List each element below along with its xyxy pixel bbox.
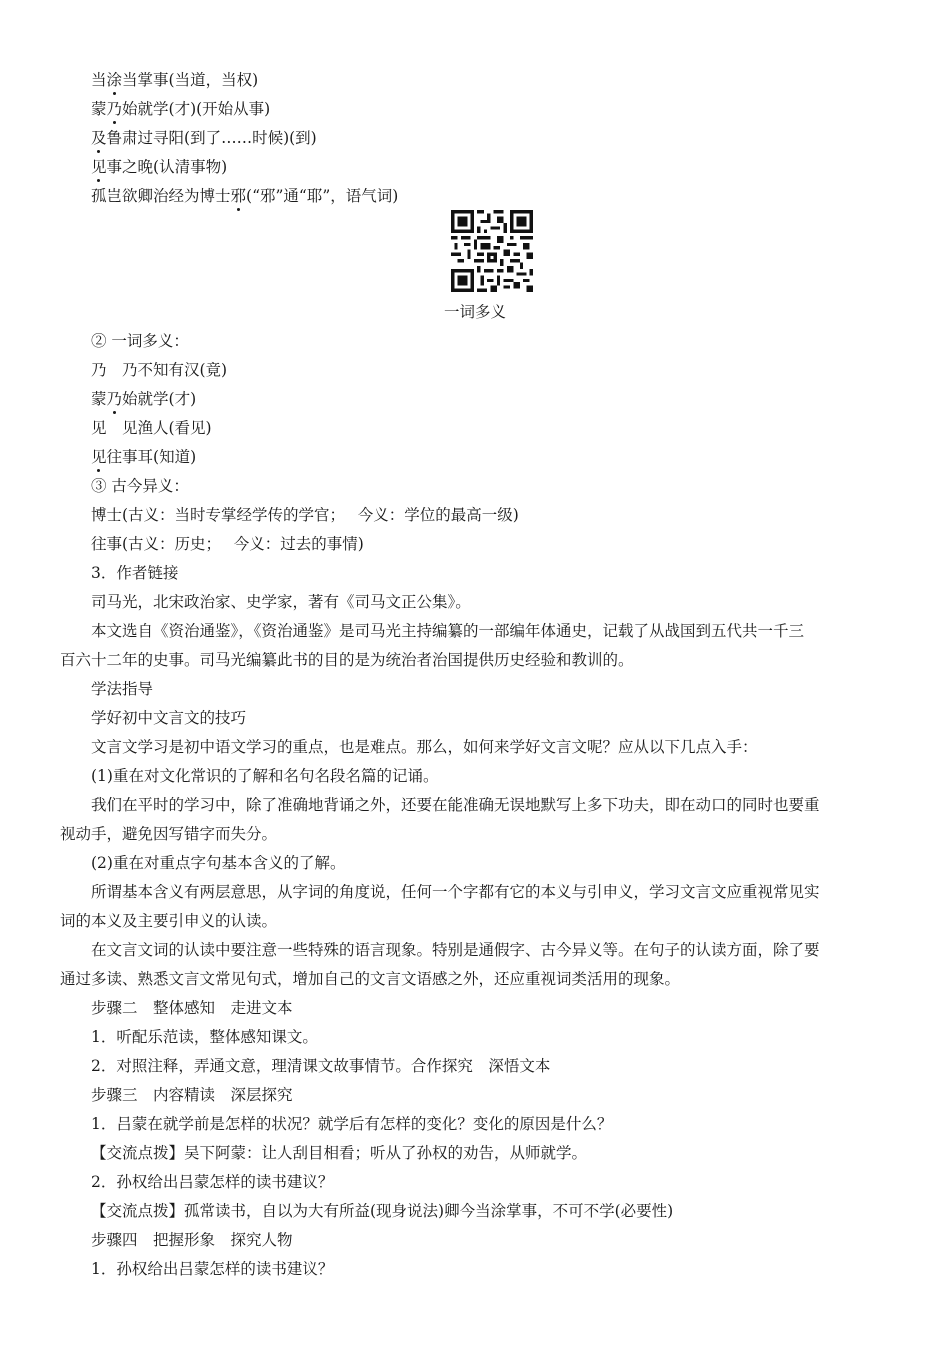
paragraph-line: 视动手，避免因写错字而失分。 <box>60 825 278 843</box>
text-line-4: 见事之晚(认清事物) <box>91 158 228 176</box>
text-line: (2)重在对重点字句基本含义的了解。 <box>91 854 346 872</box>
paragraph-line: 词的本义及主要引申义的认读。 <box>60 912 278 930</box>
text-line-5: 孤岂欲卿治经为博士邪(“邪”通“耶”，语气词) <box>91 187 399 205</box>
section-heading: 学好初中文言文的技巧 <box>91 709 247 727</box>
text-line: 2．对照注释，弄通文意，理清课文故事情节。合作探究 深悟文本 <box>91 1057 551 1075</box>
answer-line: 【交流点拨】吴下阿蒙：让人刮目相看；听从了孙权的劝告，从师就学。 <box>91 1144 588 1162</box>
step-heading: 步骤二 整体感知 走进文本 <box>91 999 293 1017</box>
text-line: 司马光，北宋政治家、史学家，著有《司马文正公集》。 <box>91 593 471 611</box>
paragraph-line: 文言文学习是初中语文学习的重点，也是难点。那么，如何来学好文言文呢？应从以下几点入手： <box>91 738 758 756</box>
text-line: (1)重在对文化常识的了解和名句名段名篇的记诵。 <box>91 767 439 785</box>
text-line-2: 蒙乃始就学(才)(开始从事) <box>91 100 271 118</box>
text-line: 1．听配乐范读，整体感知课文。 <box>91 1028 318 1046</box>
paragraph-line: 我们在平时的学习中，除了准确地背诵之外，还要在能准确无误地默写上多下功夫，即在动口的同时也要重 <box>91 796 820 814</box>
paragraph-line: 本文选自《资治通鉴》，《资治通鉴》是司马光主持编纂的一部编年体通史，记载了从战国到五代共一千三 <box>91 622 805 640</box>
qr-code-image <box>451 210 533 292</box>
paragraph-line: 通过多读、熟悉文言文常见句式，增加自己的文言文语感之外，还应重视词类活用的现象。 <box>60 970 681 988</box>
text-line-1: 当涂当掌事(当道，当权) <box>91 71 259 89</box>
text-line: 蒙乃始就学(才) <box>91 390 197 408</box>
paragraph-line: 百六十二年的史事。司马光编纂此书的目的是为统治者治国提供历史经验和教训的。 <box>60 651 634 669</box>
paragraph-line: 所谓基本含义有两层意思，从字词的角度说，任何一个字都有它的本义与引申义，学习文言文应重视常见实 <box>91 883 820 901</box>
text-line: 往事(古义：历史； 今义：过去的事情) <box>91 535 364 553</box>
step-heading: 步骤三 内容精读 深层探究 <box>91 1086 293 1104</box>
answer-line: 【交流点拨】孤常读书，自以为大有所益(现身说法)卿今当涂掌事，不可不学(必要性) <box>91 1202 674 1220</box>
section-heading: 学法指导 <box>91 680 154 698</box>
paragraph-line: 在文言文词的认读中要注意一些特殊的语言现象。特别是通假字、古今异义等。在句子的认读方面，除了要 <box>91 941 820 959</box>
section-heading: 3．作者链接 <box>91 564 179 582</box>
text-line: 博士(古义：当时专掌经学传的学官； 今义：学位的最高一级) <box>91 506 519 524</box>
section-heading: ② 一词多义： <box>91 332 189 350</box>
text-line: 乃 乃不知有汉(竟) <box>91 361 228 379</box>
step-heading: 步骤四 把握形象 探究人物 <box>91 1231 293 1249</box>
section-heading: ③ 古今异义： <box>91 477 189 495</box>
text-line: 见往事耳(知道) <box>91 448 197 466</box>
question-line: 1．吕蒙在就学前是怎样的状况？就学后有怎样的变化？变化的原因是什么？ <box>91 1115 613 1133</box>
text-line: 见 见渔人(看见) <box>91 419 212 437</box>
text-line-3: 及鲁肃过寻阳(到了……时候)(到) <box>91 129 317 147</box>
question-line: 2．孙权给出吕蒙怎样的读书建议？ <box>91 1173 334 1191</box>
qr-caption: 一词多义 <box>443 303 506 321</box>
question-line: 1．孙权给出吕蒙怎样的读书建议？ <box>91 1260 334 1278</box>
